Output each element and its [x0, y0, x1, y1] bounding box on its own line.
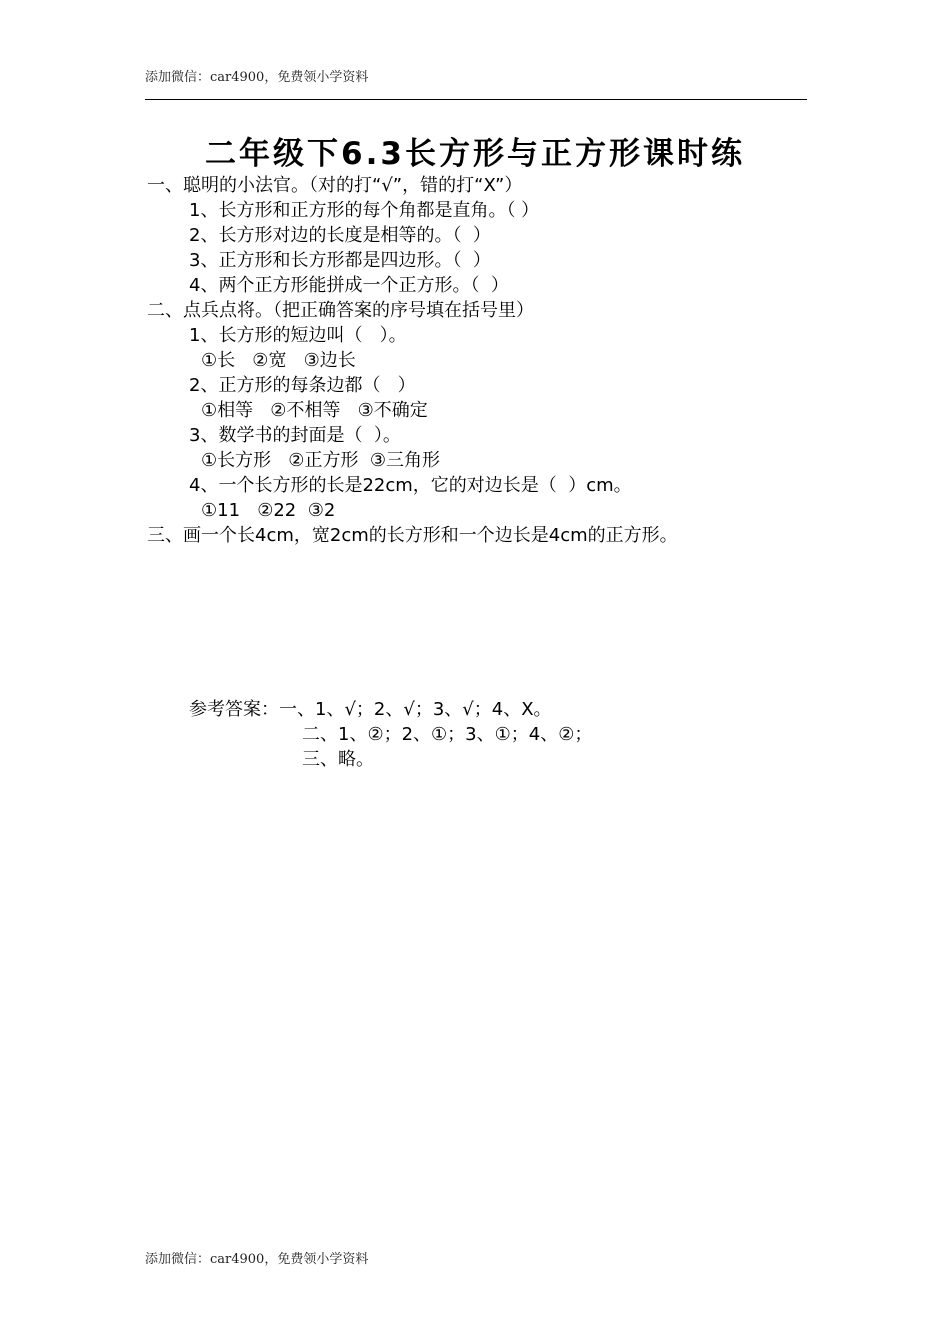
section1-heading: 一、聪明的小法官。（对的打“√”，错的打“X”）: [147, 175, 523, 196]
section2-options-3: ①长方形 ②正方形 ③三角形: [201, 450, 441, 471]
footer-note: 添加微信：car4900，免费领小学资料: [145, 1252, 369, 1267]
section3-heading: 三、画一个长4cm，宽2cm的长方形和一个边长是4cm的正方形。: [147, 525, 678, 546]
header-divider: [145, 99, 807, 100]
section1-item-2: 2、长方形对边的长度是相等的。（ ）: [189, 225, 491, 246]
answer-key-line-3: 三、略。: [302, 749, 374, 770]
section2-heading: 二、点兵点将。（把正确答案的序号填在括号里）: [147, 300, 534, 321]
section2-options-1: ①长 ②宽 ③边长: [201, 350, 356, 371]
section1-item-1: 1、长方形和正方形的每个角都是直角。（ ）: [189, 200, 540, 221]
section2-question-3: 3、数学书的封面是（ ）。: [189, 425, 401, 446]
answer-key-line-1: 参考答案：一、1、√；2、√；3、√；4、X。: [189, 699, 552, 720]
header-note: 添加微信：car4900，免费领小学资料: [145, 70, 369, 85]
section1-item-4: 4、两个正方形能拼成一个正方形。（ ）: [189, 275, 509, 296]
page-title: 二年级下6.3长方形与正方形课时练: [205, 136, 745, 172]
section2-options-2: ①相等 ②不相等 ③不确定: [201, 400, 428, 421]
section2-question-1: 1、长方形的短边叫（ ）。: [189, 325, 407, 346]
section1-item-3: 3、正方形和长方形都是四边形。（ ）: [189, 250, 491, 271]
section2-options-4: ①11 ②22 ③2: [201, 500, 336, 521]
section2-question-2: 2、正方形的每条边都（ ）: [189, 375, 416, 396]
section2-question-4: 4、一个长方形的长是22cm，它的对边长是（ ）cm。: [189, 475, 632, 496]
answer-key-line-2: 二、1、②；2、①；3、①；4、②；: [302, 724, 593, 745]
